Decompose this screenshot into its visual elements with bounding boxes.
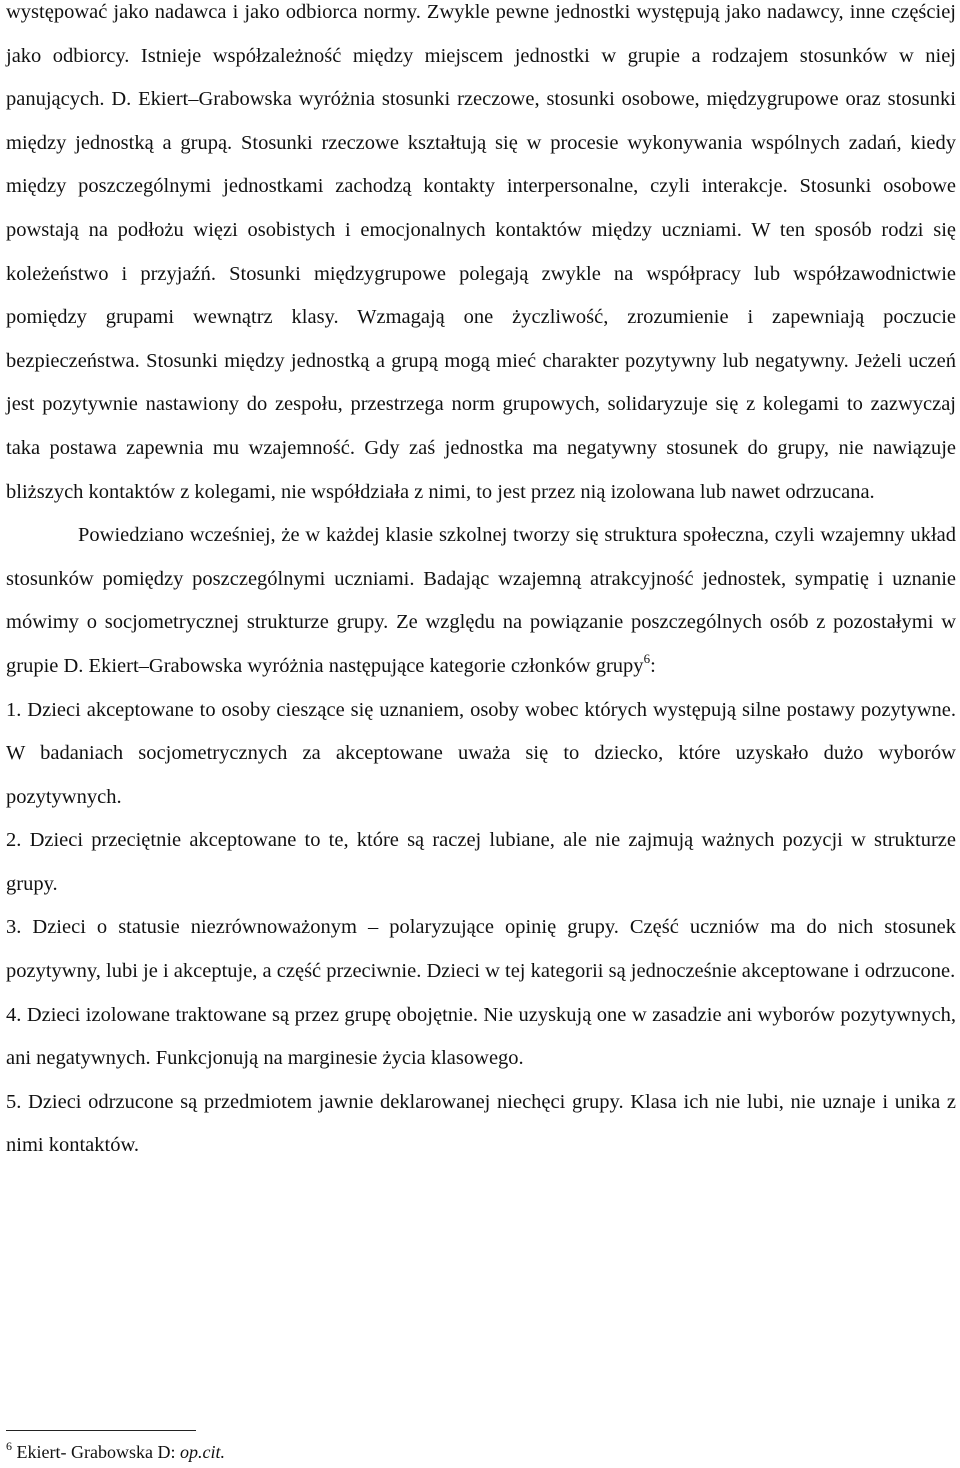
paragraph-2-text: Powiedziano wcześniej, że w każdej klasie szkolnej tworzy się struktura społeczna, czyli wzajemny układ stosunków pomiędzy poszczególnymi uczniami. Badając wzajemną atrakcyjność jednostek, sympatię i uznanie mówimy o socjometrycznej strukturze grupy. Ze względu na powiązanie poszczególnych osób z pozostałymi w grupie D. Ekiert–Grabowska wyróżnia następujące kategorie członków grupy bbox=[6, 524, 956, 677]
list-item-3: 3. Dzieci o statusie niezrównoważonym – polaryzujące opinię grupy. Część uczniów ma do nich stosunek pozytywny, lubi je i akceptuje, a część przeciwnie. Dzieci w tej kategorii są jednocześnie akceptowane i odrzucone. bbox=[6, 916, 956, 983]
list-item-2: 2. Dzieci przeciętnie akceptowane to te, które są raczej lubiane, ale nie zajmują ważnych pozycji w strukturze grupy. bbox=[6, 829, 956, 895]
footnote-reference[interactable]: 6 bbox=[643, 650, 651, 666]
footnote-citation: op.cit. bbox=[179, 1442, 225, 1462]
list-item-4: 4. Dzieci izolowane traktowane są przez grupę obojętnie. Nie uzyskują one w zasadzie ani wyborów pozytywnych, ani negatywnych. Funkcjonują na marginesie życia klasowego. bbox=[6, 1003, 956, 1070]
list-item-5: 5. Dzieci odrzucone są przedmiotem jawnie deklarowanej niechęci grupy. Klasa ich nie lubi, nie uznaje i unika z nimi kontaktów. bbox=[6, 1090, 956, 1157]
paragraph-2-tail: : bbox=[650, 654, 656, 677]
paragraph-1: występować jako nadawca i jako odbiorca normy. Zwykle pewne jednostki występują jako nadawcy, inne częściej jako odbiorcy. Istnieje współzależność między miejscem jednostki w grupie a rodzajem stosunków w niej panujących. D. Ekiert–Grabowska wyróżnia stosunki rzeczowe, stosunki osobowe, międzygrupowe oraz stosunki między jednostką a grupą. Stosunki rzeczowe kształtują się w procesie wykonywania wspólnych zadań, kiedy między poszczególnymi jednostkami zachodzą kontakty interpersonalne, czyli interakcje. Stosunki osobowe powstają na podłożu więzi osobistych i emocjonalnych kontaktów między uczniami. W ten sposób rodzi się koleżeństwo i przyjaźń. Stosunki międzygrupowe polegają zwykle na współpracy lub współzawodnictwie pomiędzy grupami wewnątrz klasy. Wzmagają one życzliwość, zrozumienie i zapewniają poczucie bezpieczeństwa. Stosunki między jednostką a grupą mogą mieć charakter pozytywny lub negatywny. Jeżeli uczeń jest pozytywnie nastawiony do zespołu, przestrzega norm grupowych, solidaryzuje się z kolegami to zazwyczaj taka postawa zapewnia mu wzajemność. Gdy zaś jednostka ma negatywny stosunek do grupy, nie nawiązuje bliższych kontaktów z kolegami, nie współdziała z nimi, to jest przez nią izolowana lub nawet odrzucana. bbox=[6, 1, 956, 503]
footnote-text: Ekiert- Grabowska D: bbox=[12, 1442, 180, 1462]
paragraph-2 bbox=[6, 514, 956, 688]
footnote bbox=[6, 1441, 225, 1463]
footnote-number: 6 bbox=[6, 1439, 12, 1453]
footnote-divider bbox=[6, 1430, 196, 1431]
list-item-1: 1. Dzieci akceptowane to osoby cieszące się uznaniem, osoby wobec których występują silne postawy pozytywne. W badaniach socjometrycznych za akceptowane uważa się to dziecko, które uzyskało dużo wyborów pozytywnych. bbox=[6, 698, 956, 808]
document-body bbox=[6, 0, 956, 1168]
